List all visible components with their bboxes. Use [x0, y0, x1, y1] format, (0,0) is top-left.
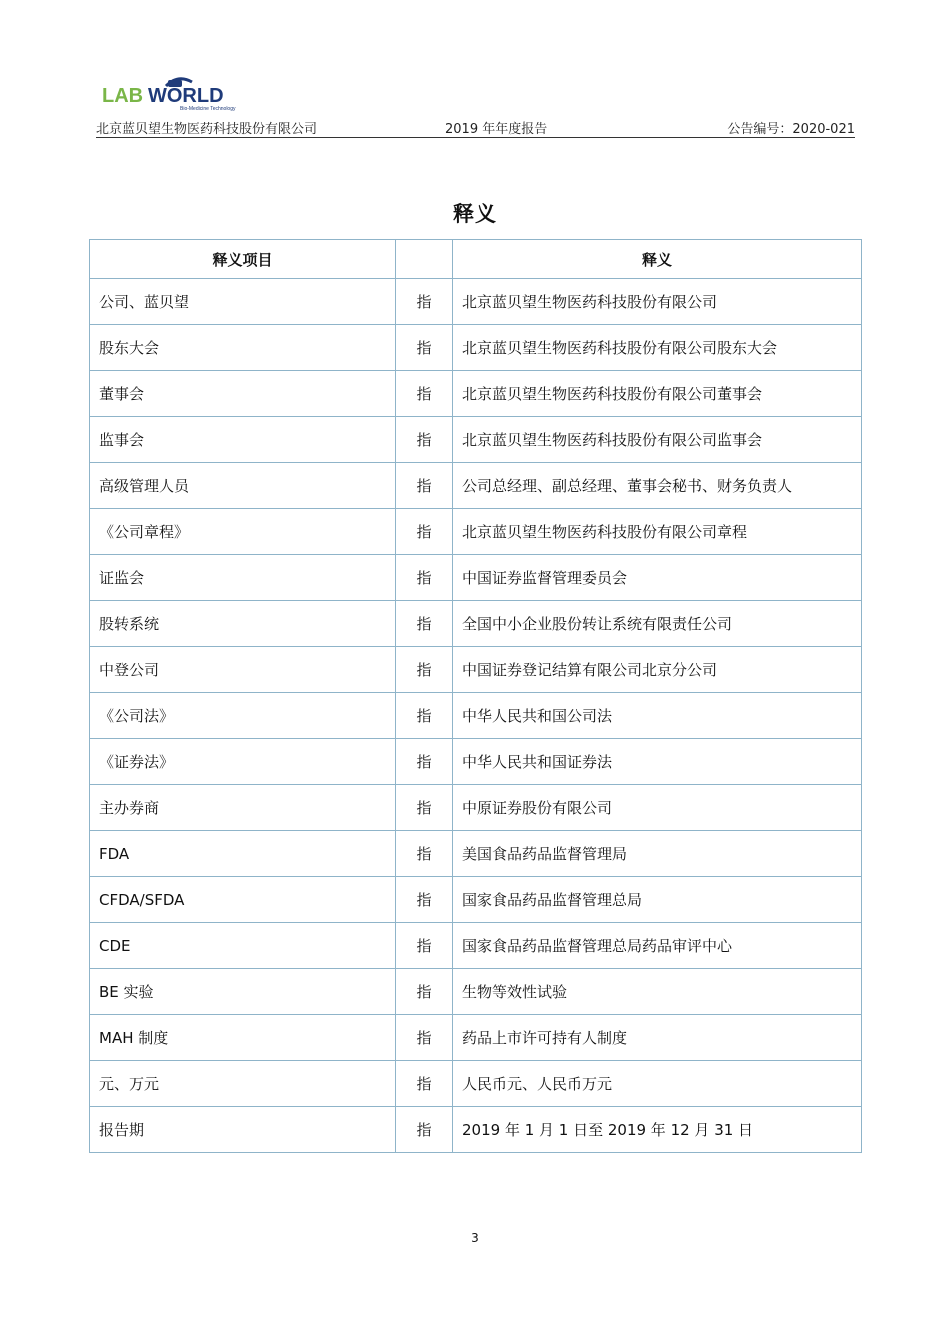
term-cell: 报告期 — [90, 1107, 396, 1153]
term-cell: 中登公司 — [90, 647, 396, 693]
term-cell: FDA — [90, 831, 396, 877]
definition-cell: 美国食品药品监督管理局 — [453, 831, 862, 877]
refer-cell: 指 — [396, 509, 453, 555]
definition-cell: 北京蓝贝望生物医药科技股份有限公司章程 — [453, 509, 862, 555]
table-row — [90, 325, 862, 371]
definition-cell: 中国证券登记结算有限公司北京分公司 — [453, 647, 862, 693]
refer-cell: 指 — [396, 739, 453, 785]
term-cell: 董事会 — [90, 371, 396, 417]
table-row — [90, 923, 862, 969]
term-cell: 股东大会 — [90, 325, 396, 371]
definition-cell: 北京蓝贝望生物医药科技股份有限公司监事会 — [453, 417, 862, 463]
definition-cell: 生物等效性试验 — [453, 969, 862, 1015]
definition-cell: 北京蓝贝望生物医药科技股份有限公司 — [453, 279, 862, 325]
definition-cell: 北京蓝贝望生物医药科技股份有限公司股东大会 — [453, 325, 862, 371]
table-row — [90, 555, 862, 601]
page-title: 释义 — [453, 202, 497, 226]
refer-cell: 指 — [396, 693, 453, 739]
definition-cell: 国家食品药品监督管理总局药品审评中心 — [453, 923, 862, 969]
definition-cell: 人民币元、人民币万元 — [453, 1061, 862, 1107]
refer-cell: 指 — [396, 831, 453, 877]
logo-text-world: WORLD — [148, 85, 224, 107]
refer-cell: 指 — [396, 877, 453, 923]
definition-cell: 全国中小企业股份转让系统有限责任公司 — [453, 601, 862, 647]
table-row — [90, 417, 862, 463]
table-row — [90, 1061, 862, 1107]
refer-cell: 指 — [396, 463, 453, 509]
refer-cell: 指 — [396, 279, 453, 325]
definition-cell: 2019 年 1 月 1 日至 2019 年 12 月 31 日 — [453, 1107, 862, 1153]
term-cell: CDE — [90, 923, 396, 969]
term-cell: 高级管理人员 — [90, 463, 396, 509]
header-company: 北京蓝贝望生物医药科技股份有限公司 — [96, 122, 318, 137]
term-cell: 股转系统 — [90, 601, 396, 647]
refer-cell: 指 — [396, 923, 453, 969]
table-row — [90, 371, 862, 417]
term-cell: MAH 制度 — [90, 1015, 396, 1061]
table-row — [90, 739, 862, 785]
term-cell: 公司、蓝贝望 — [90, 279, 396, 325]
definition-cell: 中华人民共和国公司法 — [453, 693, 862, 739]
refer-cell: 指 — [396, 785, 453, 831]
definition-cell: 中华人民共和国证券法 — [453, 739, 862, 785]
header-line — [96, 118, 855, 137]
term-cell: 主办券商 — [90, 785, 396, 831]
definition-cell: 药品上市许可持有人制度 — [453, 1015, 862, 1061]
table-header-row — [90, 240, 862, 279]
definition-cell: 北京蓝贝望生物医药科技股份有限公司董事会 — [453, 371, 862, 417]
refer-cell: 指 — [396, 647, 453, 693]
table-row — [90, 877, 862, 923]
table-row — [90, 693, 862, 739]
logo-text-lab: LAB — [102, 85, 144, 107]
refer-cell: 指 — [396, 601, 453, 647]
refer-cell: 指 — [396, 1107, 453, 1153]
table-row — [90, 463, 862, 509]
term-cell: 《公司法》 — [90, 693, 396, 739]
term-cell: BE 实验 — [90, 969, 396, 1015]
definition-cell: 中原证券股份有限公司 — [453, 785, 862, 831]
definition-cell: 中国证券监督管理委员会 — [453, 555, 862, 601]
refer-cell: 指 — [396, 1061, 453, 1107]
header-report: 2019 年年度报告 — [445, 122, 548, 137]
refer-cell: 指 — [396, 969, 453, 1015]
refer-cell: 指 — [396, 417, 453, 463]
term-cell: 《公司章程》 — [90, 509, 396, 555]
table-row — [90, 1107, 862, 1153]
term-cell: 证监会 — [90, 555, 396, 601]
header-notice-no: 公告编号：2020-021 — [727, 122, 855, 137]
table-row — [90, 831, 862, 877]
definitions-table — [89, 239, 862, 1153]
labworld-logo — [100, 72, 240, 114]
definition-cell: 公司总经理、副总经理、董事会秘书、财务负责人 — [453, 463, 862, 509]
table-row — [90, 1015, 862, 1061]
term-cell: 《证券法》 — [90, 739, 396, 785]
header-definition: 释义 — [453, 240, 862, 279]
header-divider — [96, 137, 855, 138]
table-row — [90, 509, 862, 555]
page-number: 3 — [471, 1231, 479, 1245]
page-header — [96, 70, 855, 140]
definition-cell: 国家食品药品监督管理总局 — [453, 877, 862, 923]
term-cell: CFDA/SFDA — [90, 877, 396, 923]
table-row — [90, 647, 862, 693]
header-refer — [396, 240, 453, 279]
table-row — [90, 785, 862, 831]
term-cell: 元、万元 — [90, 1061, 396, 1107]
refer-cell: 指 — [396, 325, 453, 371]
header-term: 释义项目 — [90, 240, 396, 279]
refer-cell: 指 — [396, 1015, 453, 1061]
table-row — [90, 969, 862, 1015]
table-row — [90, 279, 862, 325]
refer-cell: 指 — [396, 371, 453, 417]
term-cell: 监事会 — [90, 417, 396, 463]
refer-cell: 指 — [396, 555, 453, 601]
logo-tagline: Bio-Medicine Technology — [180, 106, 236, 112]
table-row — [90, 601, 862, 647]
